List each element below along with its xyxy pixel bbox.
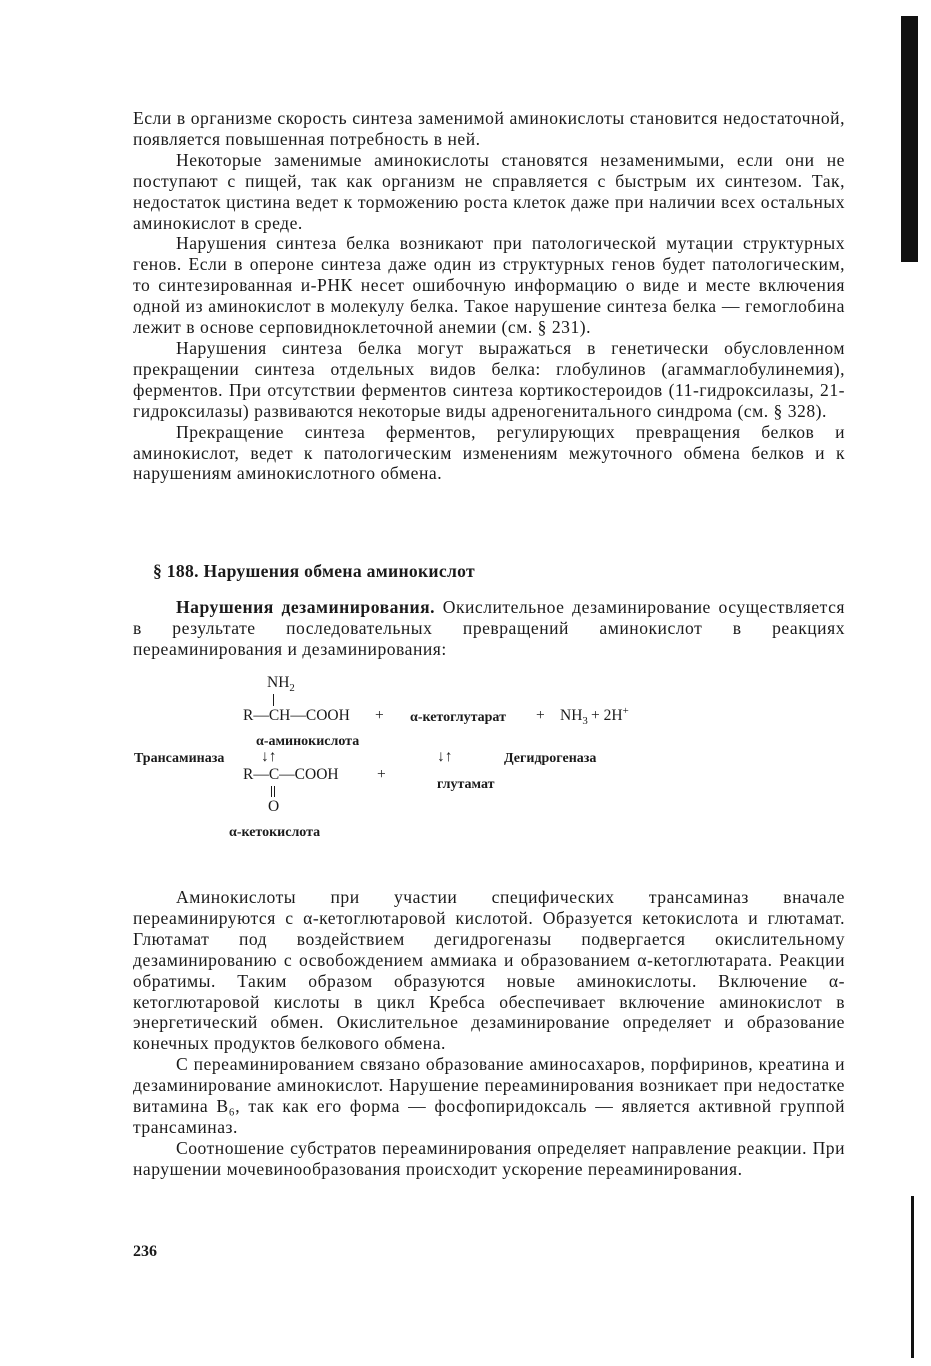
scan-edge-bar-bottom (911, 1196, 914, 1358)
section-heading: § 188. Нарушения обмена аминокислот (153, 561, 475, 581)
oxygen-label: O (268, 798, 280, 815)
dehydrogenase-label: Дегидрогеназа (504, 751, 597, 766)
paragraph-4: Нарушения синтеза белка могут выражаться в генетически обусловленном прекращении синтеза отдельных видов белка: глобулинов (агаммаглобулинемия), ферментов. При отсутствии ферментов синтеза кортикостероидов (11-гидроксилазы, 21-гидроксилазы) развиваются некоторые виды адреногенитального синдрома (см. § 328). (133, 337, 845, 421)
amino-acid-caption: α-аминокислота (256, 734, 360, 749)
keto-acid-formula: R—C—COOH (243, 766, 339, 783)
reaction-scheme (130, 672, 660, 847)
ketoglutarate-label: α-кетоглутарат (410, 710, 506, 725)
paragraph-3: Нарушения синтеза белка возникают при патологической мутации структурных генов. Если в опероне синтеза даже один из структурных генов будет патологическим, то синтезированная и-РНК несет ошибочную информацию о виде и месте включения одной из аминокислот в молекулу белка. Такое нарушение синтеза белка — гемоглобина лежит в основе серповидноклеточной анемии (см. § 231). (133, 233, 845, 338)
paragraph-5: Прекращение синтеза ферментов, регулирующих превращения белков и аминокислот, ведет к патологическим изменениям межуточного обмена белков и к нарушениям аминокислотного обмена. (133, 421, 845, 484)
equilibrium-arrows-right: ↓↑ (437, 748, 453, 765)
amino-group-label: $NH_2$ (267, 674, 295, 695)
paragraph-1: Если в организме скорость синтеза заменимой аминокислоты становится недостаточной, появляется повышенная потребность в ней. (133, 108, 845, 149)
paragraph-2: Некоторые заменимые аминокислоты становятся незаменимыми, если они не поступают с пищей, так как организм не справляется с быстрым их синтезом. Так, недостаток цистина ведет к торможению роста клеток даже при наличии всех остальных аминокислот в среде. (133, 149, 845, 233)
plus-sign-2: + (536, 707, 545, 724)
transaminase-label: Трансаминаза (134, 751, 225, 766)
paragraph-6: Аминокислоты при участии специфических трансаминаз вначале переаминируются с α-кетоглютаровой кислотой. Образуется кетокислота и глютамат. Глютамат под воздействием дегидрогеназы подвергается окислительному дезаминированию с освобождением аммиака и образованием α-кетоглютарата. Реакции обратимы. Таким образом образуются новые аминокислоты. Включение α-кетоглютаровой кислоты в цикл Кребса обеспечивает включение аминокислот в энергетический обмен. Окислительное дезаминирование определяет и образование конечных продуктов белкового обмена. (133, 887, 845, 1054)
scan-edge-bar-top (901, 16, 918, 262)
hydrogen-ion-label: + 2H+ (591, 704, 629, 724)
bottom-text-block (133, 887, 845, 1180)
plus-sign-1: + (375, 707, 384, 724)
page-number: 236 (133, 1243, 157, 1260)
amino-bond-line (273, 694, 274, 706)
intro-run-in-heading: Нарушения дезаминирования. (176, 597, 436, 617)
amino-acid-formula: R—CH—COOH (243, 707, 350, 724)
paragraph-8: Соотношение субстратов переаминирования определяет направление реакции. При нарушении мочевинообразования происходит ускорение переаминирования. (133, 1137, 845, 1179)
glutamate-label: глутамат (437, 777, 495, 792)
top-text-block (133, 108, 845, 484)
equilibrium-arrows-left: ↓↑ (261, 748, 277, 765)
paragraph-7: С переаминированием связано образование аминосахаров, порфиринов, креатина и дезаминирование аминокислот. Нарушение переаминирования возникает при недостатке витамина B₆, так как его форма — фосфопиридоксаль — является активной группой трансаминаз. (133, 1054, 845, 1137)
ammonia-label: $NH_3$ (560, 707, 588, 728)
keto-acid-caption: α-кетокислота (229, 825, 321, 840)
carbonyl-bond-line-a (271, 786, 272, 797)
intro-text: Окислительное дезаминирование осуществляется в результате последовательных превращений аминокислот в реакциях переаминирования и дезаминирования: (133, 597, 845, 659)
plus-sign-4: + (377, 766, 386, 783)
carbonyl-bond-line-b (274, 786, 275, 797)
intro-paragraph (133, 597, 845, 660)
